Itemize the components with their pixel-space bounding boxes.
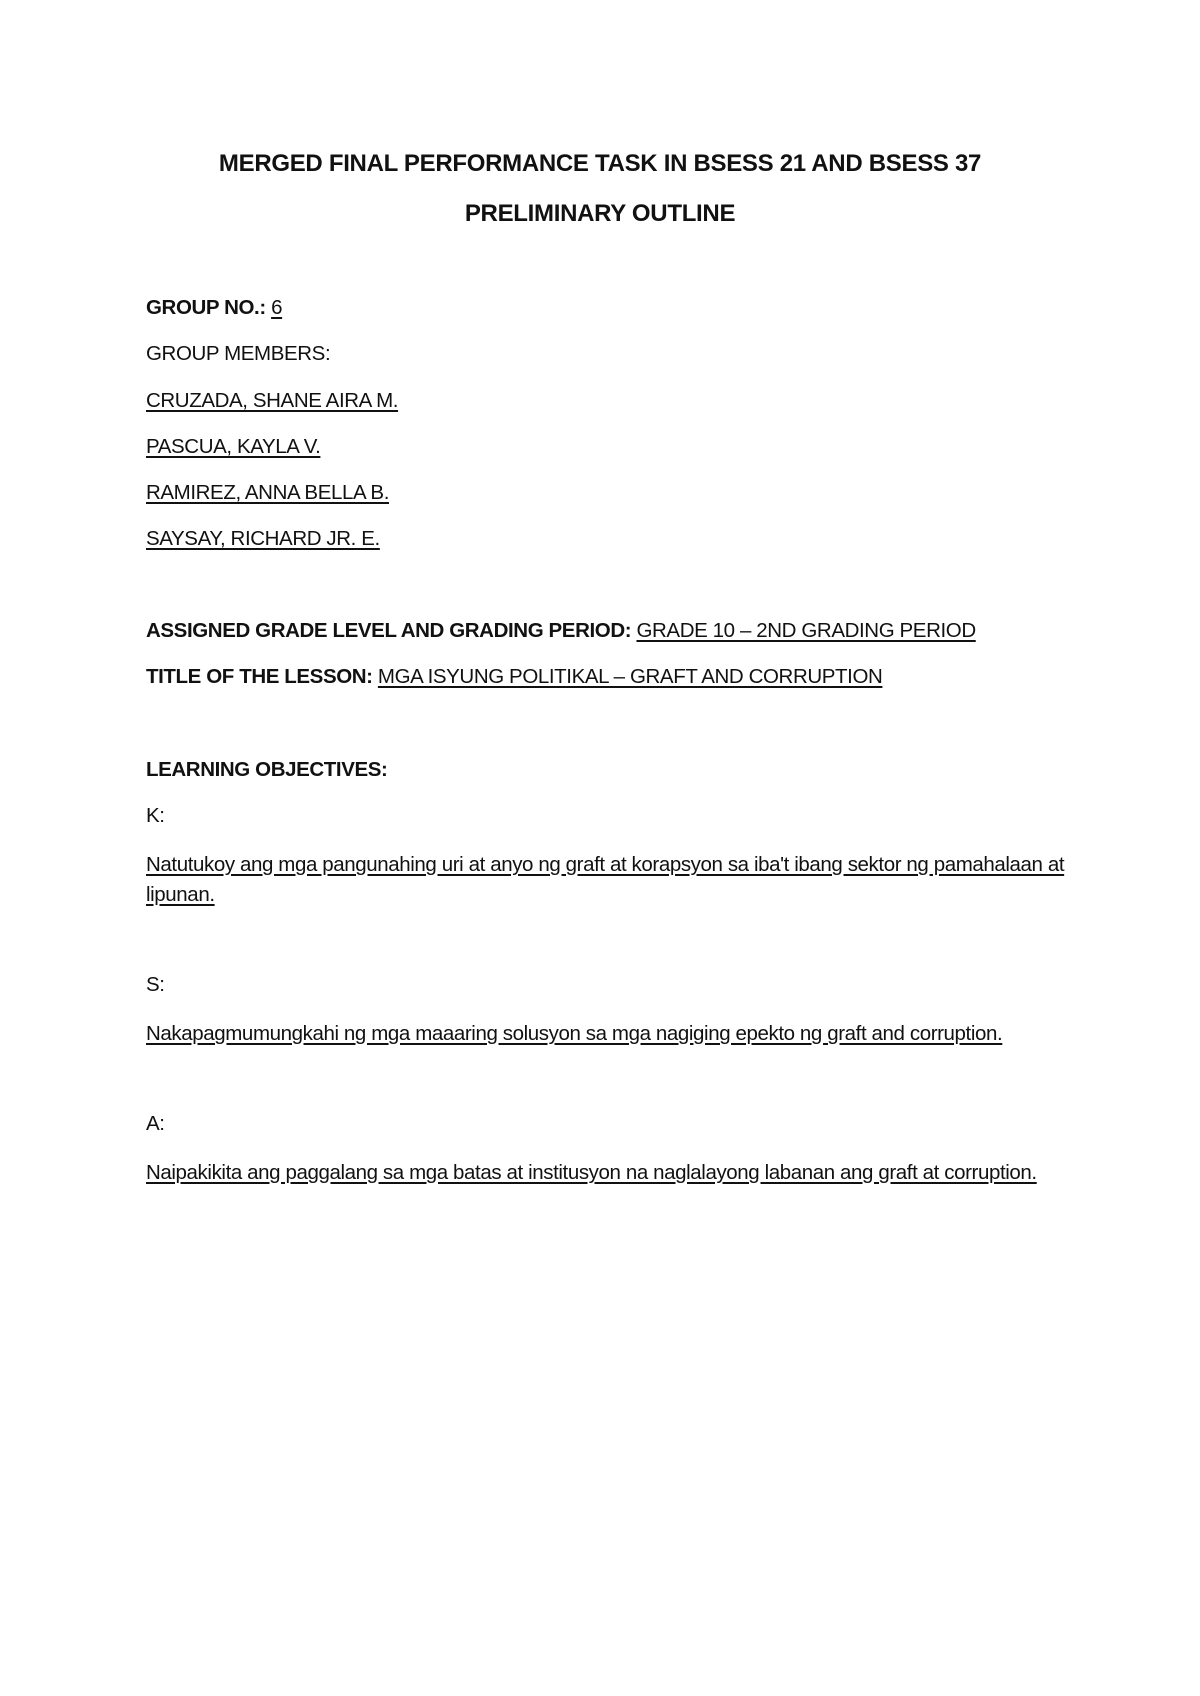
member-name: PASCUA, KAYLA V. — [146, 435, 321, 458]
objective-s-text: Nakapagmumungkahi ng mga maaaring solusyon sa mga nagiging epekto ng graft and corruption. — [146, 1022, 1003, 1045]
lesson-title-value: MGA ISYUNG POLITIKAL – GRAFT AND CORRUPTION — [377, 665, 883, 688]
member-name: CRUZADA, SHANE AIRA M. — [146, 389, 399, 412]
lesson-title-line — [146, 665, 882, 689]
member-name: RAMIREZ, ANNA BELLA B. — [146, 481, 389, 504]
grade-level-line — [146, 619, 976, 643]
learning-objectives-label: LEARNING OBJECTIVES: — [146, 758, 388, 781]
objective-k-text: Natutukoy ang mga pangunahing uri at anyo ng graft at korapsyon sa iba't ibang sektor ng pamahalaan at lipunan. — [146, 853, 1065, 906]
document-title: MERGED FINAL PERFORMANCE TASK IN BSESS 21 AND BSESS 37 — [218, 150, 982, 177]
member-name: SAYSAY, RICHARD JR. E. — [146, 527, 380, 550]
objective-k-label: K: — [146, 804, 165, 827]
document-subtitle: PRELIMINARY OUTLINE — [464, 200, 736, 227]
lesson-title-label: TITLE OF THE LESSON: — [146, 665, 373, 688]
group-number-line — [146, 296, 282, 320]
group-members-label: GROUP MEMBERS: — [146, 342, 331, 365]
grade-level-value: GRADE 10 – 2ND GRADING PERIOD — [636, 619, 976, 642]
objective-s-label: S: — [146, 973, 165, 996]
objective-a-label: A: — [146, 1112, 165, 1135]
grade-level-label: ASSIGNED GRADE LEVEL AND GRADING PERIOD: — [146, 619, 632, 642]
group-number-value: 6 — [271, 296, 283, 319]
objective-a-text: Naipakikita ang paggalang sa mga batas at institusyon na naglalayong labanan ang graft at corruption. — [146, 1161, 1037, 1184]
group-number-label: GROUP NO.: — [146, 296, 266, 319]
